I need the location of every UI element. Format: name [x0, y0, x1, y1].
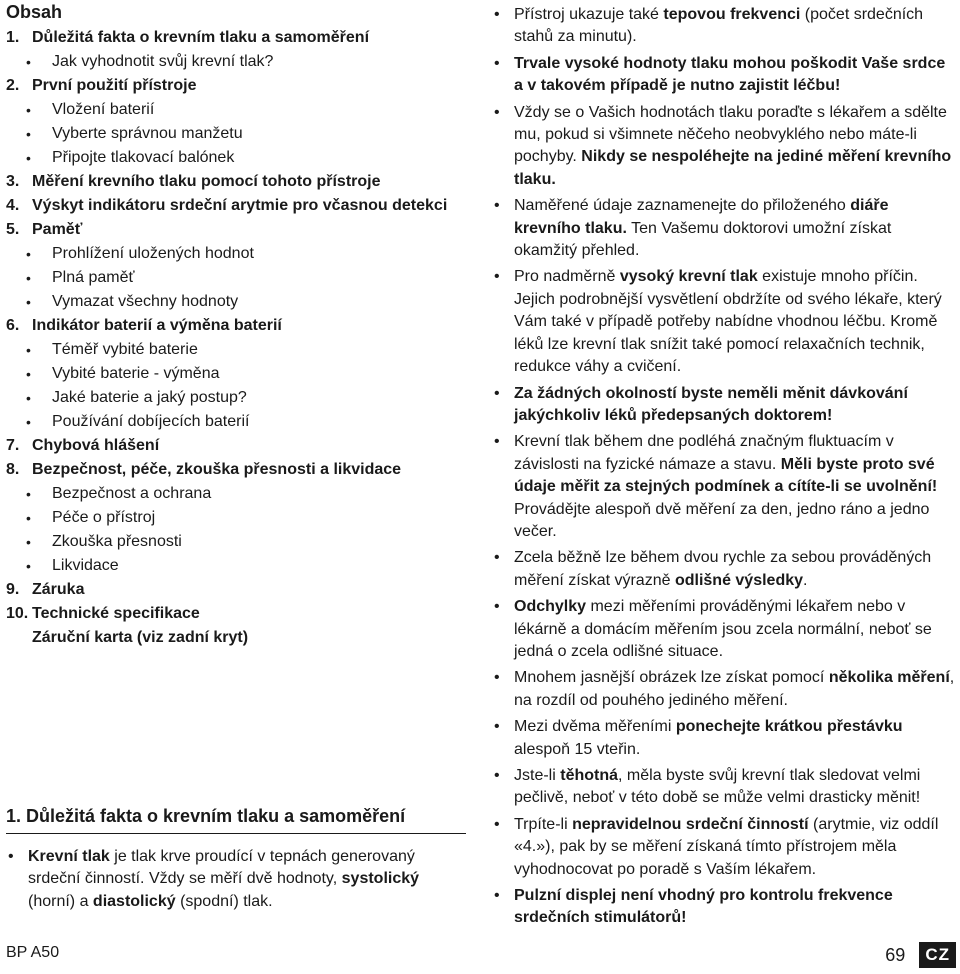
bullet-icon: •	[26, 294, 31, 310]
bullet-icon: •	[494, 887, 500, 905]
toc-subitem	[6, 554, 468, 578]
toc-chapter	[6, 626, 468, 650]
toc-item-label: Paměť	[32, 221, 83, 238]
text: Vždy se o Vašich hodnotách tlaku poraďte s lékařem a sdělte mu, pokud si všimnete něčeho neobvyklého nebo máte-li pochyby.	[514, 103, 947, 166]
bold-text: Odchylky	[514, 598, 587, 616]
text: (horní) a	[28, 892, 93, 910]
list-item	[492, 195, 957, 262]
bold-text: systolický	[341, 870, 420, 888]
text: je tlak krve proudící v tepnách generovaný srdeční činností. Vždy se měří dvě hodnoty,	[28, 848, 415, 888]
toc-chapter	[6, 314, 468, 338]
toc-item-label: Používání dobíjecích baterií	[52, 413, 250, 430]
toc-subitem	[6, 386, 468, 410]
toc-subitem	[6, 146, 468, 170]
text: , na rozdíl od pouhého jediného měření.	[514, 669, 955, 709]
list-item	[492, 814, 957, 881]
bullet-icon: •	[494, 197, 500, 215]
bold-text: Krevní tlak	[28, 848, 110, 865]
left-bullet-list	[6, 846, 461, 917]
bold-text: Nikdy se nespoléhejte na jediné měření krevního tlaku.	[514, 148, 952, 188]
footer-model: BP A50	[6, 944, 60, 961]
list-item	[492, 102, 957, 192]
toc-item-label: Záruka	[32, 581, 85, 598]
toc-item-label: Připojte tlakovací balónek	[52, 149, 235, 166]
bold-text: Měli byste proto své údaje měřit za stejných podmínek a cítíte-li se uvolnění!	[514, 455, 938, 496]
text: Krevní tlak během dne podléhá značným fluktuacím v závislosti na fyzické námaze a stavu.	[514, 433, 894, 473]
text: existuje mnoho příčin. Jejich podrobnější vysvětlení obdržíte od svého lékaře, který Vám také v případě potřeby nabídne vhodnou léčbu. Kromě léků lze krevní tlak snížit také pomocí relaxačních technik, redukce váhy a cvičení.	[514, 268, 942, 376]
toc-subitem	[6, 122, 468, 146]
list-item	[6, 846, 461, 913]
text: Jste-li	[514, 767, 561, 784]
bullet-icon: •	[26, 150, 31, 166]
bullet-icon: •	[26, 270, 31, 286]
bullet-icon: •	[494, 718, 500, 736]
section-title: 1. Důležitá fakta o krevním tlaku a samoměření	[6, 806, 466, 834]
toc-subitem	[6, 50, 468, 74]
list-item	[492, 885, 957, 930]
toc-chapter-number: 9.	[6, 581, 20, 598]
toc-item-label: Jak vyhodnotit svůj krevní tlak?	[52, 53, 274, 70]
text: (spodní) tlak.	[175, 892, 273, 910]
toc-item-label: Jaké baterie a jaký postup?	[52, 389, 247, 406]
toc-item-label: Bezpečnost a ochrana	[52, 485, 212, 502]
bold-text: Za žádných okolností byste neměli měnit dávkování jakýchkoliv léků předepsaných doktorem!	[514, 384, 908, 424]
list-item	[492, 53, 957, 98]
bullet-icon: •	[494, 598, 500, 616]
toc-chapter	[6, 458, 468, 482]
toc-chapter	[6, 602, 468, 626]
bold-text: tepovou frekvenci	[663, 6, 801, 23]
bullet-icon: •	[26, 510, 31, 526]
text: Pro nadměrně	[514, 268, 620, 286]
bold-text: několika měření	[828, 669, 950, 687]
bullet-icon: •	[494, 268, 500, 286]
bullet-icon: •	[494, 6, 500, 23]
toc-item-label: Vyberte správnou manžetu	[52, 125, 243, 142]
bold-text: diáře krevního tlaku.	[514, 197, 889, 237]
toc-chapter	[6, 74, 468, 98]
bullet-icon: •	[26, 366, 31, 382]
right-bullet-list	[492, 4, 957, 934]
toc-chapter-number: 1.	[6, 29, 20, 46]
text: (počet srdečních stahů za minutu).	[514, 6, 924, 46]
toc-item-label: Téměř vybité baterie	[52, 341, 198, 358]
language-badge: CZ	[919, 942, 956, 968]
bullet-icon: •	[494, 767, 500, 784]
toc-list	[6, 26, 468, 650]
toc-item-label: Záruční karta (viz zadní kryt)	[32, 629, 249, 646]
toc-item-label: Zkouška přesnosti	[52, 533, 182, 550]
toc-item-label: Měření krevního tlaku pomocí tohoto přístroje	[32, 173, 381, 190]
bullet-icon: •	[26, 534, 31, 550]
toc-chapter-number: 10.	[6, 605, 29, 622]
toc-subitem	[6, 266, 468, 290]
toc-item-label: Indikátor baterií a výměna baterií	[32, 317, 282, 334]
bold-text: Trvale vysoké hodnoty tlaku mohou poškodit Vaše srdce a v takovém případě je nutno zajistit léčbu!	[514, 54, 946, 95]
toc-chapter	[6, 578, 468, 602]
text: Naměřené údaje zaznamenejte do přiloženého	[514, 197, 851, 215]
list-item	[492, 667, 957, 712]
bold-text: odlišné výsledky	[674, 571, 804, 589]
toc-item-label: Vymazat všechny hodnoty	[52, 293, 239, 310]
text: Ten Vašemu doktorovi umožní získat okamžitý přehled.	[514, 219, 892, 260]
text: .	[803, 571, 808, 589]
list-item	[492, 383, 957, 428]
text: Mezi dvěma měřeními	[514, 718, 676, 736]
toc-subitem	[6, 338, 468, 362]
bullet-icon: •	[494, 54, 500, 72]
bullet-icon: •	[494, 669, 500, 687]
toc-subitem	[6, 98, 468, 122]
toc-chapter-number: 5.	[6, 221, 20, 238]
toc-chapter-number: 4.	[6, 197, 20, 214]
bullet-icon: •	[26, 126, 31, 142]
text: mezi měřeními prováděnými lékařem nebo v lékárně a domácím měřením jsou zcela normální, neboť se jedná o zcela odlišné situace.	[514, 598, 932, 660]
bold-text: nepravidelnou srdeční činností	[572, 815, 809, 833]
footer-right	[885, 942, 956, 968]
toc-chapter	[6, 218, 468, 242]
bullet-icon: •	[26, 342, 31, 358]
list-item	[492, 266, 957, 378]
bullet-icon: •	[494, 103, 500, 121]
text: Mnohem jasnější obrázek lze získat pomocí	[514, 669, 829, 687]
toc-subitem	[6, 362, 468, 386]
bold-text: těhotná	[560, 767, 619, 784]
toc-item-label: Vybité baterie - výměna	[52, 365, 220, 382]
bullet-icon: •	[26, 102, 31, 118]
toc-chapter-number: 7.	[6, 437, 20, 454]
toc-item-label: Plná paměť	[52, 269, 135, 286]
toc-chapter	[6, 170, 468, 194]
bold-text: vysoký krevní tlak	[619, 268, 758, 286]
toc-chapter-number: 8.	[6, 461, 20, 478]
bold-text: ponechejte krátkou přestávku	[675, 718, 903, 736]
toc-subitem	[6, 242, 468, 266]
toc-chapter-number: 2.	[6, 77, 20, 94]
bullet-icon: •	[26, 54, 31, 70]
bullet-icon: •	[8, 848, 14, 865]
toc-item-label: Bezpečnost, péče, zkouška přesnosti a likvidace	[32, 461, 402, 478]
toc-subitem	[6, 506, 468, 530]
toc-subitem	[6, 410, 468, 434]
list-item	[492, 431, 957, 543]
text: Zcela běžně lze během dvou rychle za sebou prováděných měření získat výrazně	[514, 549, 932, 589]
toc-subitem	[6, 482, 468, 506]
toc-chapter	[6, 434, 468, 458]
list-item	[492, 4, 957, 49]
text: alespoň 15 vteřin.	[514, 740, 641, 758]
bullet-icon: •	[26, 558, 31, 574]
text: Provádějte alespoň dvě měření za den, jedno ráno a jedno večer.	[514, 500, 930, 540]
bullet-icon: •	[494, 433, 500, 451]
toc-item-label: Vložení baterií	[52, 101, 155, 118]
toc-chapter-number: 6.	[6, 317, 20, 334]
toc-subitem	[6, 290, 468, 314]
list-item	[492, 765, 957, 810]
table-of-contents	[6, 0, 468, 650]
bullet-icon: •	[26, 390, 31, 406]
toc-item-label: Péče o přístroj	[52, 509, 156, 526]
bullet-icon: •	[26, 246, 31, 262]
toc-subitem	[6, 530, 468, 554]
list-item	[492, 596, 957, 663]
text: Přístroj ukazuje také	[514, 6, 664, 23]
toc-item-label: Prohlížení uložených hodnot	[52, 245, 254, 262]
toc-heading: Obsah	[6, 2, 63, 22]
text: , měla byste svůj krevní tlak sledovat velmi pečlivě, neboť v této době se může velmi drasticky měnit!	[514, 767, 921, 807]
toc-chapter-number: 3.	[6, 173, 20, 190]
list-item	[492, 716, 957, 761]
text: (arytmie, viz oddíl «4.»), pak by se měření získaná tímto přístrojem měla vyhodnocovat po poradě s Vaším lékařem.	[514, 815, 939, 878]
toc-item-label: Důležitá fakta o krevním tlaku a samoměření	[32, 29, 370, 46]
toc-item-label: Chybová hlášení	[32, 437, 160, 454]
bold-text: Pulzní displej není vhodný pro kontrolu frekvence srdečních stimulátorů!	[514, 887, 893, 927]
toc-item-label: Likvidace	[52, 557, 119, 574]
text: Trpíte-li	[514, 815, 573, 833]
bullet-icon: •	[494, 384, 500, 402]
bold-text: diastolický	[92, 892, 176, 910]
bullet-icon: •	[494, 815, 500, 833]
toc-item-label: První použití přístroje	[32, 77, 197, 94]
toc-item-label: Výskyt indikátoru srdeční arytmie pro včasnou detekci	[32, 197, 448, 214]
bullet-icon: •	[494, 549, 500, 567]
bullet-icon: •	[26, 486, 31, 502]
page-number: 69	[885, 944, 906, 965]
bullet-icon: •	[26, 414, 31, 430]
toc-chapter	[6, 194, 468, 218]
toc-item-label: Technické specifikace	[32, 605, 200, 622]
list-item	[492, 547, 957, 592]
toc-chapter	[6, 26, 468, 50]
